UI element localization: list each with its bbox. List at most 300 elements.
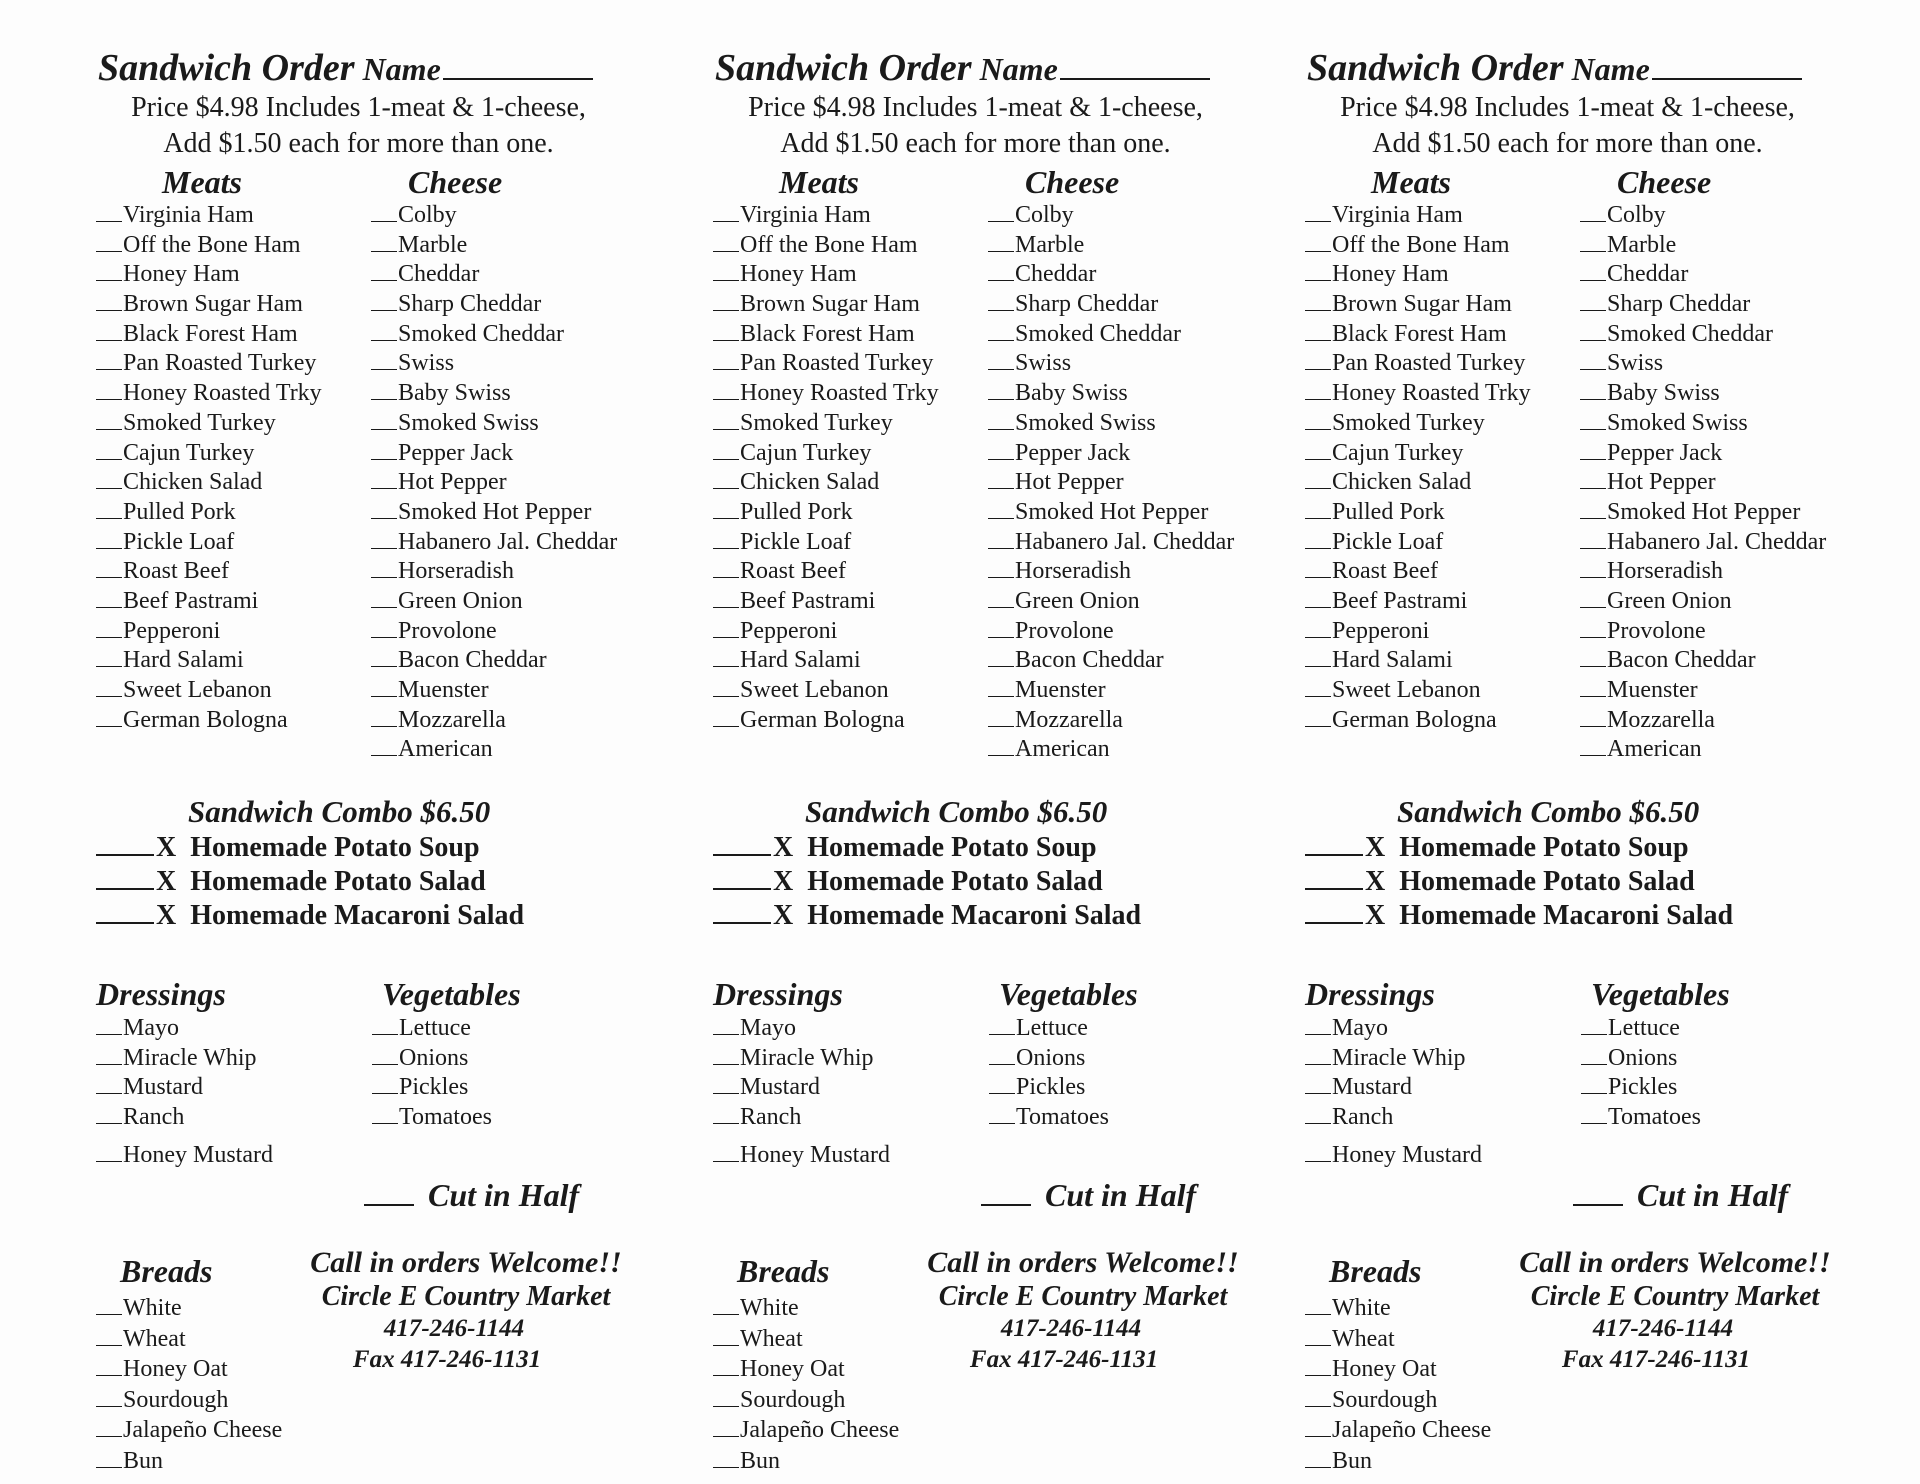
list-item[interactable] bbox=[1580, 646, 1826, 676]
checkbox-blank[interactable] bbox=[713, 528, 739, 549]
checkbox-blank[interactable] bbox=[713, 1103, 739, 1124]
checkbox-blank[interactable] bbox=[1305, 468, 1331, 489]
list-item[interactable] bbox=[372, 1103, 492, 1133]
list-item[interactable] bbox=[988, 349, 1234, 379]
checkbox-blank[interactable] bbox=[988, 379, 1014, 400]
list-item[interactable] bbox=[1305, 676, 1531, 706]
name-field[interactable] bbox=[1652, 44, 1802, 80]
checkbox-blank[interactable] bbox=[1305, 320, 1331, 341]
list-item[interactable] bbox=[713, 498, 939, 528]
checkbox-blank[interactable] bbox=[371, 587, 397, 608]
list-item[interactable] bbox=[1305, 468, 1531, 498]
list-item[interactable] bbox=[713, 1141, 890, 1171]
list-item[interactable] bbox=[713, 1386, 899, 1417]
list-item[interactable] bbox=[988, 617, 1234, 647]
name-field[interactable] bbox=[443, 44, 593, 80]
list-item[interactable] bbox=[1305, 349, 1531, 379]
checkbox-blank[interactable] bbox=[96, 379, 122, 400]
checkbox-blank[interactable] bbox=[371, 617, 397, 638]
list-item[interactable] bbox=[1305, 231, 1531, 261]
list-item[interactable] bbox=[988, 646, 1234, 676]
list-item[interactable] bbox=[96, 528, 322, 558]
list-item[interactable] bbox=[96, 1073, 273, 1103]
checkbox-blank[interactable] bbox=[989, 1044, 1015, 1065]
list-item[interactable] bbox=[96, 1103, 273, 1133]
list-item[interactable] bbox=[1581, 1103, 1701, 1133]
checkbox-blank[interactable] bbox=[988, 706, 1014, 727]
list-item[interactable] bbox=[1580, 557, 1826, 587]
list-item[interactable] bbox=[96, 1325, 282, 1356]
checkbox-blank[interactable] bbox=[96, 260, 122, 281]
quantity-blank[interactable] bbox=[96, 898, 154, 924]
list-item[interactable] bbox=[988, 706, 1234, 736]
checkbox-blank[interactable] bbox=[713, 706, 739, 727]
list-item[interactable] bbox=[713, 201, 939, 231]
checkbox-blank[interactable] bbox=[1305, 1103, 1331, 1124]
checkbox-blank[interactable] bbox=[96, 1073, 122, 1094]
list-item[interactable] bbox=[988, 409, 1234, 439]
checkbox-blank[interactable] bbox=[1305, 1044, 1331, 1065]
checkbox-blank[interactable] bbox=[713, 409, 739, 430]
checkbox-blank[interactable] bbox=[1580, 379, 1606, 400]
list-item[interactable] bbox=[371, 587, 617, 617]
list-item[interactable] bbox=[371, 379, 617, 409]
list-item[interactable] bbox=[96, 1044, 273, 1074]
checkbox-blank[interactable] bbox=[988, 468, 1014, 489]
checkbox-blank[interactable] bbox=[713, 1294, 739, 1315]
checkbox-blank[interactable] bbox=[1305, 617, 1331, 638]
combo-item[interactable] bbox=[1305, 864, 1733, 898]
checkbox-blank[interactable] bbox=[988, 290, 1014, 311]
cut-in-half-option[interactable] bbox=[1573, 1175, 1788, 1215]
checkbox-blank[interactable] bbox=[713, 676, 739, 697]
list-item[interactable] bbox=[96, 201, 322, 231]
list-item[interactable] bbox=[1580, 201, 1826, 231]
checkbox-blank[interactable] bbox=[988, 349, 1014, 370]
checkbox-blank[interactable] bbox=[372, 1103, 398, 1124]
checkbox-blank[interactable] bbox=[713, 231, 739, 252]
checkbox-blank[interactable] bbox=[988, 201, 1014, 222]
list-item[interactable] bbox=[371, 320, 617, 350]
checkbox-blank[interactable] bbox=[1305, 1447, 1331, 1468]
checkbox-blank[interactable] bbox=[989, 1103, 1015, 1124]
checkbox-blank[interactable] bbox=[1305, 706, 1331, 727]
checkbox-blank[interactable] bbox=[1580, 468, 1606, 489]
list-item[interactable] bbox=[96, 617, 322, 647]
list-item[interactable] bbox=[1581, 1014, 1701, 1044]
list-item[interactable] bbox=[1305, 1103, 1482, 1133]
checkbox-blank[interactable] bbox=[96, 439, 122, 460]
checkbox-blank[interactable] bbox=[1580, 260, 1606, 281]
list-item[interactable] bbox=[988, 557, 1234, 587]
list-item[interactable] bbox=[989, 1044, 1109, 1074]
checkbox-blank[interactable] bbox=[713, 379, 739, 400]
list-item[interactable] bbox=[96, 290, 322, 320]
combo-item[interactable] bbox=[713, 898, 1141, 932]
list-item[interactable] bbox=[1305, 646, 1531, 676]
list-item[interactable] bbox=[713, 320, 939, 350]
checkbox-blank[interactable] bbox=[988, 231, 1014, 252]
checkbox-blank[interactable] bbox=[96, 1044, 122, 1065]
checkbox-blank[interactable] bbox=[713, 1386, 739, 1407]
checkbox-blank[interactable] bbox=[713, 349, 739, 370]
list-item[interactable] bbox=[713, 1014, 890, 1044]
checkbox-blank[interactable] bbox=[96, 320, 122, 341]
checkbox-blank[interactable] bbox=[371, 646, 397, 667]
list-item[interactable] bbox=[371, 676, 617, 706]
combo-item[interactable] bbox=[713, 830, 1141, 864]
checkbox-blank[interactable] bbox=[372, 1073, 398, 1094]
checkbox-blank[interactable] bbox=[96, 1014, 122, 1035]
list-item[interactable] bbox=[96, 349, 322, 379]
list-item[interactable] bbox=[988, 260, 1234, 290]
checkbox-blank[interactable] bbox=[96, 557, 122, 578]
list-item[interactable] bbox=[96, 557, 322, 587]
checkbox-blank[interactable] bbox=[372, 1044, 398, 1065]
list-item[interactable] bbox=[1580, 231, 1826, 261]
list-item[interactable] bbox=[372, 1014, 492, 1044]
combo-item[interactable] bbox=[713, 864, 1141, 898]
list-item[interactable] bbox=[1580, 260, 1826, 290]
list-item[interactable] bbox=[96, 468, 322, 498]
list-item[interactable] bbox=[713, 379, 939, 409]
list-item[interactable] bbox=[1305, 1141, 1482, 1171]
quantity-blank[interactable] bbox=[1305, 864, 1363, 890]
checkbox-blank[interactable] bbox=[1581, 1044, 1607, 1065]
cut-in-half-blank[interactable] bbox=[364, 1180, 414, 1206]
checkbox-blank[interactable] bbox=[713, 1447, 739, 1468]
checkbox-blank[interactable] bbox=[1581, 1073, 1607, 1094]
list-item[interactable] bbox=[713, 1294, 899, 1325]
checkbox-blank[interactable] bbox=[1580, 409, 1606, 430]
list-item[interactable] bbox=[713, 1447, 899, 1478]
checkbox-blank[interactable] bbox=[1580, 349, 1606, 370]
list-item[interactable] bbox=[1305, 528, 1531, 558]
checkbox-blank[interactable] bbox=[713, 201, 739, 222]
list-item[interactable] bbox=[96, 1014, 273, 1044]
checkbox-blank[interactable] bbox=[988, 617, 1014, 638]
list-item[interactable] bbox=[1580, 528, 1826, 558]
list-item[interactable] bbox=[372, 1044, 492, 1074]
checkbox-blank[interactable] bbox=[1305, 439, 1331, 460]
list-item[interactable] bbox=[1305, 1073, 1482, 1103]
checkbox-blank[interactable] bbox=[713, 1141, 739, 1162]
checkbox-blank[interactable] bbox=[371, 409, 397, 430]
list-item[interactable] bbox=[713, 676, 939, 706]
checkbox-blank[interactable] bbox=[1305, 379, 1331, 400]
list-item[interactable] bbox=[96, 1416, 282, 1447]
checkbox-blank[interactable] bbox=[1305, 409, 1331, 430]
list-item[interactable] bbox=[96, 1355, 282, 1386]
checkbox-blank[interactable] bbox=[988, 557, 1014, 578]
checkbox-blank[interactable] bbox=[371, 557, 397, 578]
list-item[interactable] bbox=[1580, 349, 1826, 379]
checkbox-blank[interactable] bbox=[1305, 676, 1331, 697]
list-item[interactable] bbox=[988, 587, 1234, 617]
list-item[interactable] bbox=[96, 1386, 282, 1417]
checkbox-blank[interactable] bbox=[1580, 676, 1606, 697]
checkbox-blank[interactable] bbox=[713, 320, 739, 341]
list-item[interactable] bbox=[371, 468, 617, 498]
list-item[interactable] bbox=[371, 349, 617, 379]
checkbox-blank[interactable] bbox=[96, 231, 122, 252]
list-item[interactable] bbox=[1305, 379, 1531, 409]
checkbox-blank[interactable] bbox=[371, 379, 397, 400]
checkbox-blank[interactable] bbox=[713, 1044, 739, 1065]
name-field[interactable] bbox=[1060, 44, 1210, 80]
checkbox-blank[interactable] bbox=[96, 587, 122, 608]
checkbox-blank[interactable] bbox=[96, 528, 122, 549]
list-item[interactable] bbox=[1581, 1073, 1701, 1103]
checkbox-blank[interactable] bbox=[1305, 290, 1331, 311]
checkbox-blank[interactable] bbox=[371, 231, 397, 252]
checkbox-blank[interactable] bbox=[988, 320, 1014, 341]
cut-in-half-option[interactable] bbox=[364, 1175, 579, 1215]
checkbox-blank[interactable] bbox=[713, 1073, 739, 1094]
list-item[interactable] bbox=[371, 617, 617, 647]
checkbox-blank[interactable] bbox=[372, 1014, 398, 1035]
list-item[interactable] bbox=[1305, 1294, 1491, 1325]
checkbox-blank[interactable] bbox=[371, 290, 397, 311]
checkbox-blank[interactable] bbox=[1580, 706, 1606, 727]
checkbox-blank[interactable] bbox=[1305, 1355, 1331, 1376]
list-item[interactable] bbox=[713, 1044, 890, 1074]
checkbox-blank[interactable] bbox=[713, 1325, 739, 1346]
checkbox-blank[interactable] bbox=[1305, 231, 1331, 252]
list-item[interactable] bbox=[1305, 1447, 1491, 1478]
quantity-blank[interactable] bbox=[713, 830, 771, 856]
list-item[interactable] bbox=[1580, 290, 1826, 320]
checkbox-blank[interactable] bbox=[96, 201, 122, 222]
checkbox-blank[interactable] bbox=[1305, 201, 1331, 222]
checkbox-blank[interactable] bbox=[371, 260, 397, 281]
list-item[interactable] bbox=[1580, 676, 1826, 706]
list-item[interactable] bbox=[1580, 587, 1826, 617]
list-item[interactable] bbox=[713, 617, 939, 647]
checkbox-blank[interactable] bbox=[988, 439, 1014, 460]
checkbox-blank[interactable] bbox=[1305, 1141, 1331, 1162]
list-item[interactable] bbox=[96, 587, 322, 617]
list-item[interactable] bbox=[371, 706, 617, 736]
list-item[interactable] bbox=[371, 557, 617, 587]
checkbox-blank[interactable] bbox=[988, 646, 1014, 667]
list-item[interactable] bbox=[989, 1014, 1109, 1044]
checkbox-blank[interactable] bbox=[96, 706, 122, 727]
list-item[interactable] bbox=[96, 676, 322, 706]
checkbox-blank[interactable] bbox=[96, 409, 122, 430]
list-item[interactable] bbox=[96, 1141, 273, 1171]
checkbox-blank[interactable] bbox=[96, 617, 122, 638]
cut-in-half-blank[interactable] bbox=[1573, 1180, 1623, 1206]
checkbox-blank[interactable] bbox=[713, 646, 739, 667]
combo-item[interactable] bbox=[1305, 898, 1733, 932]
checkbox-blank[interactable] bbox=[96, 1294, 122, 1315]
checkbox-blank[interactable] bbox=[989, 1073, 1015, 1094]
checkbox-blank[interactable] bbox=[1580, 290, 1606, 311]
checkbox-blank[interactable] bbox=[1305, 498, 1331, 519]
list-item[interactable] bbox=[371, 201, 617, 231]
list-item[interactable] bbox=[96, 1294, 282, 1325]
combo-item[interactable] bbox=[1305, 830, 1733, 864]
list-item[interactable] bbox=[1305, 1044, 1482, 1074]
list-item[interactable] bbox=[1305, 201, 1531, 231]
list-item[interactable] bbox=[988, 735, 1234, 765]
list-item[interactable] bbox=[713, 290, 939, 320]
list-item[interactable] bbox=[713, 1073, 890, 1103]
checkbox-blank[interactable] bbox=[713, 1355, 739, 1376]
list-item[interactable] bbox=[988, 528, 1234, 558]
list-item[interactable] bbox=[713, 646, 939, 676]
list-item[interactable] bbox=[1305, 439, 1531, 469]
checkbox-blank[interactable] bbox=[713, 290, 739, 311]
checkbox-blank[interactable] bbox=[371, 201, 397, 222]
checkbox-blank[interactable] bbox=[96, 290, 122, 311]
list-item[interactable] bbox=[713, 439, 939, 469]
list-item[interactable] bbox=[371, 646, 617, 676]
checkbox-blank[interactable] bbox=[96, 1103, 122, 1124]
checkbox-blank[interactable] bbox=[1580, 231, 1606, 252]
list-item[interactable] bbox=[713, 528, 939, 558]
list-item[interactable] bbox=[371, 735, 617, 765]
checkbox-blank[interactable] bbox=[96, 468, 122, 489]
list-item[interactable] bbox=[96, 320, 322, 350]
list-item[interactable] bbox=[1580, 439, 1826, 469]
list-item[interactable] bbox=[713, 231, 939, 261]
checkbox-blank[interactable] bbox=[713, 468, 739, 489]
list-item[interactable] bbox=[988, 379, 1234, 409]
list-item[interactable] bbox=[713, 1325, 899, 1356]
list-item[interactable] bbox=[1581, 1044, 1701, 1074]
checkbox-blank[interactable] bbox=[371, 676, 397, 697]
list-item[interactable] bbox=[1305, 1325, 1491, 1356]
quantity-blank[interactable] bbox=[713, 864, 771, 890]
list-item[interactable] bbox=[96, 379, 322, 409]
list-item[interactable] bbox=[988, 231, 1234, 261]
checkbox-blank[interactable] bbox=[713, 1416, 739, 1437]
checkbox-blank[interactable] bbox=[371, 468, 397, 489]
list-item[interactable] bbox=[1305, 320, 1531, 350]
list-item[interactable] bbox=[1580, 379, 1826, 409]
list-item[interactable] bbox=[1305, 1355, 1491, 1386]
checkbox-blank[interactable] bbox=[988, 260, 1014, 281]
checkbox-blank[interactable] bbox=[96, 1141, 122, 1162]
list-item[interactable] bbox=[989, 1103, 1109, 1133]
checkbox-blank[interactable] bbox=[1580, 735, 1606, 756]
checkbox-blank[interactable] bbox=[1305, 1294, 1331, 1315]
checkbox-blank[interactable] bbox=[96, 498, 122, 519]
quantity-blank[interactable] bbox=[96, 864, 154, 890]
list-item[interactable] bbox=[1580, 735, 1826, 765]
list-item[interactable] bbox=[1305, 1014, 1482, 1044]
checkbox-blank[interactable] bbox=[96, 349, 122, 370]
list-item[interactable] bbox=[371, 409, 617, 439]
checkbox-blank[interactable] bbox=[1580, 557, 1606, 578]
quantity-blank[interactable] bbox=[713, 898, 771, 924]
cut-in-half-blank[interactable] bbox=[981, 1180, 1031, 1206]
checkbox-blank[interactable] bbox=[96, 1416, 122, 1437]
list-item[interactable] bbox=[989, 1073, 1109, 1103]
list-item[interactable] bbox=[96, 646, 322, 676]
checkbox-blank[interactable] bbox=[1305, 1325, 1331, 1346]
list-item[interactable] bbox=[988, 468, 1234, 498]
list-item[interactable] bbox=[1305, 1416, 1491, 1447]
list-item[interactable] bbox=[713, 409, 939, 439]
list-item[interactable] bbox=[1305, 290, 1531, 320]
list-item[interactable] bbox=[713, 587, 939, 617]
list-item[interactable] bbox=[371, 439, 617, 469]
checkbox-blank[interactable] bbox=[1305, 1386, 1331, 1407]
checkbox-blank[interactable] bbox=[96, 676, 122, 697]
checkbox-blank[interactable] bbox=[371, 735, 397, 756]
checkbox-blank[interactable] bbox=[371, 320, 397, 341]
checkbox-blank[interactable] bbox=[1305, 557, 1331, 578]
list-item[interactable] bbox=[1580, 468, 1826, 498]
checkbox-blank[interactable] bbox=[988, 409, 1014, 430]
checkbox-blank[interactable] bbox=[1305, 1073, 1331, 1094]
checkbox-blank[interactable] bbox=[96, 1325, 122, 1346]
checkbox-blank[interactable] bbox=[371, 528, 397, 549]
checkbox-blank[interactable] bbox=[1305, 260, 1331, 281]
list-item[interactable] bbox=[1305, 587, 1531, 617]
list-item[interactable] bbox=[371, 231, 617, 261]
checkbox-blank[interactable] bbox=[988, 587, 1014, 608]
checkbox-blank[interactable] bbox=[96, 1355, 122, 1376]
list-item[interactable] bbox=[96, 260, 322, 290]
checkbox-blank[interactable] bbox=[371, 498, 397, 519]
checkbox-blank[interactable] bbox=[1305, 587, 1331, 608]
list-item[interactable] bbox=[713, 1103, 890, 1133]
list-item[interactable] bbox=[713, 1416, 899, 1447]
list-item[interactable] bbox=[371, 260, 617, 290]
list-item[interactable] bbox=[372, 1073, 492, 1103]
list-item[interactable] bbox=[1305, 260, 1531, 290]
list-item[interactable] bbox=[96, 1447, 282, 1478]
list-item[interactable] bbox=[988, 290, 1234, 320]
list-item[interactable] bbox=[1305, 617, 1531, 647]
list-item[interactable] bbox=[1305, 498, 1531, 528]
checkbox-blank[interactable] bbox=[1580, 617, 1606, 638]
checkbox-blank[interactable] bbox=[1580, 201, 1606, 222]
list-item[interactable] bbox=[1580, 409, 1826, 439]
list-item[interactable] bbox=[371, 498, 617, 528]
checkbox-blank[interactable] bbox=[1580, 498, 1606, 519]
checkbox-blank[interactable] bbox=[1581, 1103, 1607, 1124]
checkbox-blank[interactable] bbox=[713, 557, 739, 578]
list-item[interactable] bbox=[713, 468, 939, 498]
checkbox-blank[interactable] bbox=[371, 439, 397, 460]
checkbox-blank[interactable] bbox=[1305, 528, 1331, 549]
checkbox-blank[interactable] bbox=[988, 676, 1014, 697]
list-item[interactable] bbox=[1305, 1386, 1491, 1417]
list-item[interactable] bbox=[713, 260, 939, 290]
checkbox-blank[interactable] bbox=[96, 1386, 122, 1407]
list-item[interactable] bbox=[96, 706, 322, 736]
checkbox-blank[interactable] bbox=[713, 439, 739, 460]
list-item[interactable] bbox=[96, 231, 322, 261]
quantity-blank[interactable] bbox=[1305, 830, 1363, 856]
checkbox-blank[interactable] bbox=[96, 1447, 122, 1468]
quantity-blank[interactable] bbox=[96, 830, 154, 856]
checkbox-blank[interactable] bbox=[1305, 1014, 1331, 1035]
list-item[interactable] bbox=[988, 201, 1234, 231]
list-item[interactable] bbox=[1580, 320, 1826, 350]
list-item[interactable] bbox=[988, 498, 1234, 528]
checkbox-blank[interactable] bbox=[1580, 646, 1606, 667]
combo-item[interactable] bbox=[96, 830, 524, 864]
list-item[interactable] bbox=[1305, 706, 1531, 736]
list-item[interactable] bbox=[1580, 706, 1826, 736]
checkbox-blank[interactable] bbox=[989, 1014, 1015, 1035]
